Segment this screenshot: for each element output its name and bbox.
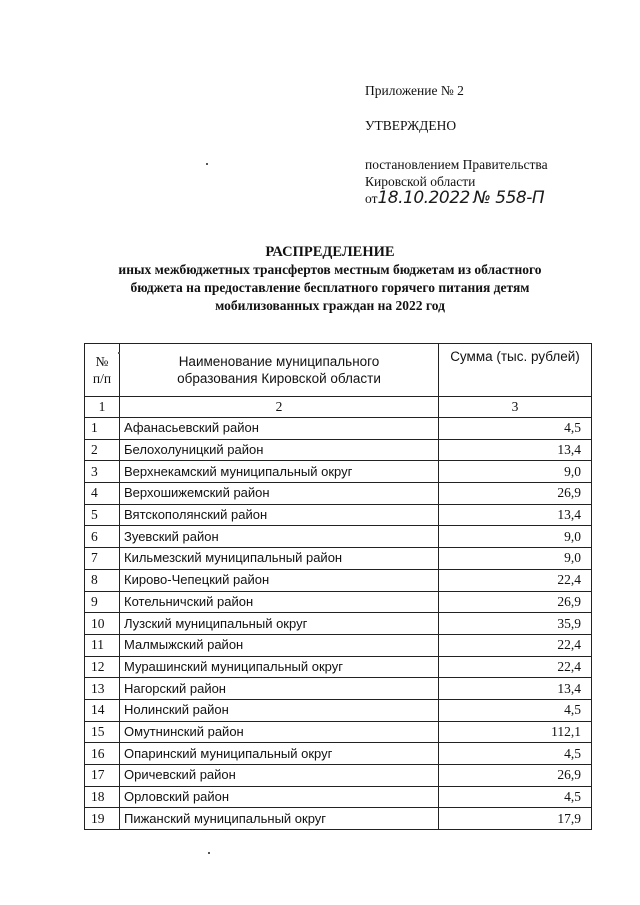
table-row (85, 461, 592, 483)
row-sum: 4,5 (439, 699, 592, 721)
row-number: 17 (85, 765, 120, 787)
header-name-line-1: Наименование муниципального (178, 354, 380, 369)
table-row (85, 418, 592, 440)
handwritten-date: 18.10.2022 (377, 188, 470, 208)
table-row (85, 634, 592, 656)
scan-speck (208, 852, 210, 854)
table-row (85, 721, 592, 743)
municipality-name: Верхошижемский район (120, 483, 439, 505)
municipality-name: Белохолуницкий район (120, 439, 439, 461)
title-line-1: иных межбюджетных трансфертов местным бюджетам из областного (118, 262, 542, 277)
row-sum: 112,1 (439, 721, 592, 743)
row-number: 16 (85, 743, 120, 765)
row-sum: 9,0 (439, 461, 592, 483)
row-sum: 26,9 (439, 483, 592, 505)
approved-label: УТВЕРЖДЕНО (365, 118, 457, 133)
table-row (85, 439, 592, 461)
table-row (85, 678, 592, 700)
municipality-name: Нолинский район (120, 699, 439, 721)
municipality-name: Кирово-Чепецкий район (120, 569, 439, 591)
appendix-label: Приложение № 2 (365, 83, 464, 98)
row-number: 10 (85, 613, 120, 635)
row-sum: 4,5 (439, 418, 592, 440)
index-cell-2: 2 (120, 397, 439, 418)
row-sum: 9,0 (439, 526, 592, 548)
municipality-name: Малмыжский район (120, 634, 439, 656)
table-row (85, 613, 592, 635)
document-title (60, 243, 600, 315)
table-row (85, 504, 592, 526)
header-sum: Сумма (тыс. рублей) (439, 344, 592, 397)
table-row (85, 548, 592, 570)
row-sum: 9,0 (439, 548, 592, 570)
row-sum: 22,4 (439, 569, 592, 591)
table-row (85, 656, 592, 678)
table-row (85, 786, 592, 808)
table-header-row (85, 344, 592, 397)
header-name (120, 344, 439, 397)
municipality-name: Афанасьевский район (120, 418, 439, 440)
municipality-name: Зуевский район (120, 526, 439, 548)
municipality-name: Опаринский муниципальный округ (120, 743, 439, 765)
from-prefix: от (365, 191, 378, 206)
resolution-line-1: постановлением Правительства (365, 157, 548, 172)
row-number: 8 (85, 569, 120, 591)
municipality-name: Лузский муниципальный округ (120, 613, 439, 635)
index-cell-1: 1 (85, 397, 120, 418)
municipality-name: Кильмезский муниципальный район (120, 548, 439, 570)
row-number: 7 (85, 548, 120, 570)
row-number: 19 (85, 808, 120, 830)
approval-block (365, 82, 615, 207)
municipality-name: Мурашинский муниципальный округ (120, 656, 439, 678)
table-row (85, 483, 592, 505)
row-sum: 4,5 (439, 743, 592, 765)
index-cell-3: 3 (439, 397, 592, 418)
row-sum: 13,4 (439, 504, 592, 526)
row-sum: 13,4 (439, 678, 592, 700)
resolution-line-2: Кировской области (365, 174, 476, 189)
column-index-row (85, 397, 592, 418)
title-heading: РАСПРЕДЕЛЕНИЕ (265, 244, 395, 260)
municipality-name: Котельничский район (120, 591, 439, 613)
municipality-name: Вятскополянский район (120, 504, 439, 526)
municipality-name: Верхнекамский муниципальный округ (120, 461, 439, 483)
row-sum: 4,5 (439, 786, 592, 808)
row-number: 9 (85, 591, 120, 613)
table-body (85, 397, 592, 830)
row-number: 5 (85, 504, 120, 526)
header-name-line-2: образования Кировской области (177, 371, 381, 386)
municipality-name: Нагорский район (120, 678, 439, 700)
row-sum: 26,9 (439, 591, 592, 613)
row-sum: 26,9 (439, 765, 592, 787)
title-line-2: бюджета на предоставление бесплатного горячего питания детям (130, 280, 530, 295)
row-number: 14 (85, 699, 120, 721)
row-number: 12 (85, 656, 120, 678)
resolution-date-row (365, 190, 615, 207)
row-number: 11 (85, 634, 120, 656)
municipality-name: Орловский район (120, 786, 439, 808)
row-sum: 35,9 (439, 613, 592, 635)
distribution-table (84, 343, 592, 830)
row-number: 6 (85, 526, 120, 548)
row-sum: 22,4 (439, 656, 592, 678)
municipality-name: Оричевский район (120, 765, 439, 787)
row-number: 3 (85, 461, 120, 483)
row-number: 13 (85, 678, 120, 700)
row-number: 15 (85, 721, 120, 743)
scan-speck (206, 163, 208, 165)
handwritten-number: № 558-П (473, 188, 545, 208)
row-number: 18 (85, 786, 120, 808)
table-row (85, 526, 592, 548)
title-line-3: мобилизованных граждан на 2022 год (215, 298, 445, 313)
scan-speck (118, 352, 120, 354)
table-row (85, 569, 592, 591)
row-number: 4 (85, 483, 120, 505)
row-sum: 22,4 (439, 634, 592, 656)
municipality-name: Омутнинский район (120, 721, 439, 743)
table-row (85, 591, 592, 613)
row-sum: 17,9 (439, 808, 592, 830)
row-number: 2 (85, 439, 120, 461)
table-row (85, 743, 592, 765)
table-row (85, 699, 592, 721)
row-sum: 13,4 (439, 439, 592, 461)
municipality-name: Пижанский муниципальный округ (120, 808, 439, 830)
table-row (85, 765, 592, 787)
header-num: № п/п (85, 344, 120, 397)
row-number: 1 (85, 418, 120, 440)
table-row (85, 808, 592, 830)
